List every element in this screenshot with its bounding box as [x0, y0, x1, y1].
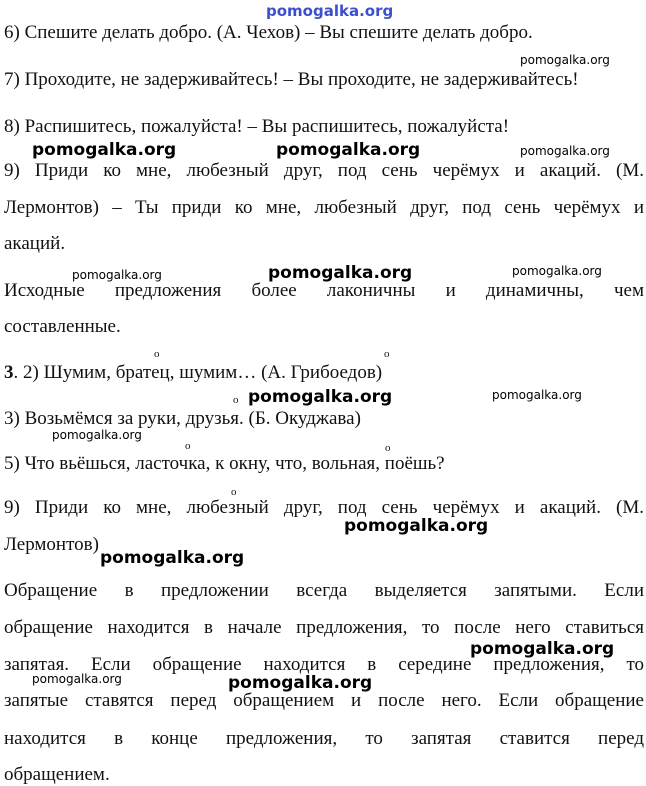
stress-mark: о [385, 442, 391, 454]
watermark: pomogalka.org [228, 673, 373, 693]
text-line-10: 3) Возьмёмся за руки, друзья. (Б. Окуджава) [4, 408, 361, 429]
watermark: pomogalka.org [276, 140, 421, 160]
stress-mark: о [231, 486, 237, 498]
watermark: pomogalka.org [248, 387, 393, 407]
watermark: pomogalka.org [520, 144, 610, 158]
watermark: pomogalka.org [492, 388, 582, 402]
watermark: pomogalka.org [32, 672, 122, 686]
section-dot: . [13, 362, 19, 383]
text-line-15: обращение находится в начале предложения, то после него ставиться [4, 617, 644, 638]
watermark: pomogalka.org [72, 268, 162, 282]
text-line-11: 5) Что вьёшься, ласточка, к окну, что, вольная, поёшь? [4, 453, 445, 474]
text-line-17: запятые ставятся перед обращением и после него. Если обращение [4, 690, 644, 711]
text-line-4: 9) Приди ко мне, любезный друг, под сень черёмух и акаций. (М. [4, 160, 644, 181]
watermark: pomogalka.org [520, 53, 610, 67]
watermark: pomogalka.org [512, 264, 602, 278]
text-line-1: 6) Спешите делать добро. (А. Чехов) – Вы спешите делать добро. [4, 22, 533, 43]
text-line-2: 7) Проходите, не задерживайтесь! – Вы проходите, не задерживайтесь! [4, 69, 579, 90]
text-line-19: обращением. [4, 764, 110, 785]
watermark: pomogalka.org [32, 140, 177, 160]
watermark-top: pomogalka.org [266, 2, 394, 20]
stress-mark: о [384, 348, 390, 360]
watermark: pomogalka.org [100, 548, 245, 568]
watermark: pomogalka.org [268, 263, 413, 283]
watermark: pomogalka.org [52, 428, 142, 442]
text-line-7: Исходные предложения более лаконичны и динамичны, чем [4, 280, 644, 301]
stress-mark: о [154, 348, 160, 360]
text-line-9-content: 2) Шумим, братец, шумим… (А. Грибоедов) [23, 362, 383, 383]
text-line-9 [4, 362, 382, 384]
watermark: pomogalka.org [344, 516, 489, 536]
text-line-8: составленные. [4, 316, 121, 337]
stress-mark: о [185, 440, 191, 452]
text-line-5: Лермонтов) – Ты приди ко мне, любезный друг, под сень черёмух и [4, 197, 644, 218]
text-line-3: 8) Распишитесь, пожалуйста! – Вы распишитесь, пожалуйста! [4, 116, 510, 137]
text-line-16: запятая. Если обращение находится в середине предложения, то [4, 654, 644, 675]
text-line-13: Лермонтов) [4, 534, 99, 555]
section-number: 3 [4, 362, 14, 383]
stress-mark: о [233, 394, 239, 406]
text-line-18: находится в конце предложения, то запятая ставится перед [4, 728, 644, 749]
watermark: pomogalka.org [470, 639, 615, 659]
text-line-14: Обращение в предложении всегда выделяется запятыми. Если [4, 580, 644, 601]
text-line-6: акаций. [4, 233, 66, 254]
text-line-12: 9) Приди ко мне, любезный друг, под сень черёмух и акаций. (М. [4, 497, 644, 518]
